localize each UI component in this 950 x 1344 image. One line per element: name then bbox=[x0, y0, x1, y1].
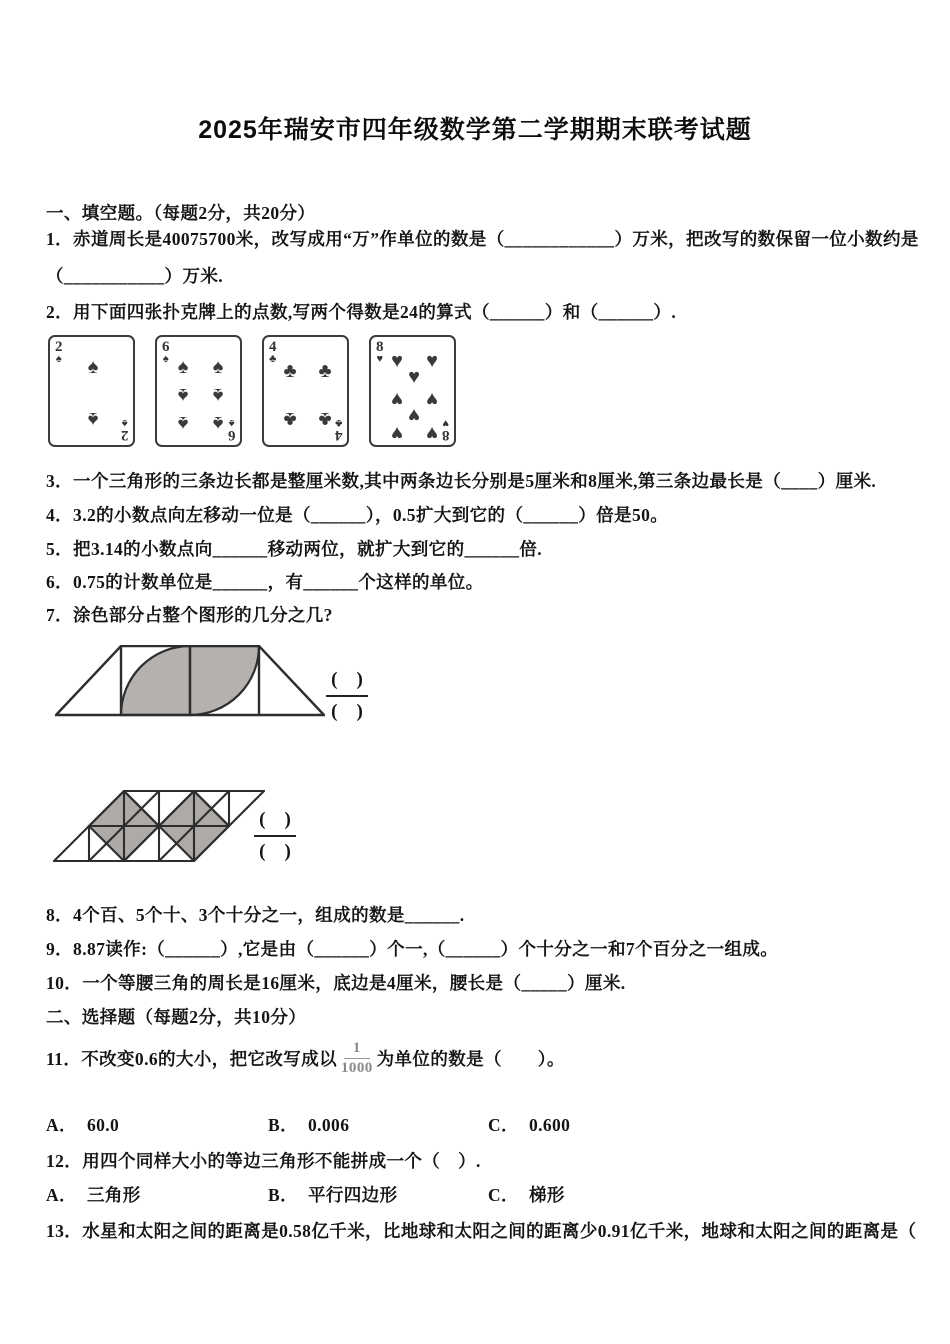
fraction-bar bbox=[326, 695, 368, 697]
card-index: 4 ♣ bbox=[269, 339, 277, 365]
heart-pip-icon: ♥ bbox=[391, 350, 403, 372]
shaded-quarter-circle-left bbox=[121, 646, 190, 715]
option-value: 0.600 bbox=[528, 1115, 571, 1135]
heart-pip-icon: ♥ bbox=[426, 388, 438, 410]
shaded-quarter-circle-right bbox=[190, 646, 259, 715]
question-12-option-b bbox=[268, 1182, 397, 1207]
fraction-numerator-blank: ( ) bbox=[259, 809, 291, 830]
question-12-option-c bbox=[488, 1182, 565, 1207]
fraction-bar bbox=[254, 835, 296, 837]
fraction-numerator: 1 bbox=[344, 1040, 370, 1059]
question-10: 10．一个等腰三角的周长是16厘米，底边是4厘米，腰长是（_____）厘米. bbox=[46, 973, 626, 993]
heart-pip-icon: ♥ bbox=[408, 366, 420, 388]
question-11-option-b bbox=[268, 1112, 349, 1137]
spade-pip-icon: ♠ bbox=[177, 412, 189, 434]
question-11 bbox=[46, 1040, 565, 1076]
question-11-text-after: 为单位的数是（ ）。 bbox=[376, 1048, 565, 1069]
trapezoid-figure bbox=[55, 645, 325, 717]
heart-pip-icon: ♥ bbox=[391, 388, 403, 410]
fraction-denominator: 1000 bbox=[341, 1059, 373, 1076]
club-pip-icon: ♣ bbox=[283, 408, 297, 430]
fraction-one-thousandth bbox=[341, 1040, 373, 1076]
question-3: 3．一个三角形的三条边长都是整厘米数,其中两条边长分别是5厘米和8厘米,第三条边最长是（____）厘米. bbox=[46, 471, 877, 491]
fraction-denominator-blank: ( ) bbox=[259, 840, 291, 862]
question-7: 7．涂色部分占整个图形的几分之几? bbox=[46, 605, 333, 625]
spade-pip-icon: ♠ bbox=[87, 356, 99, 378]
club-pip-icon: ♣ bbox=[318, 408, 332, 430]
page-title: 2025年瑞安市四年级数学第二学期期末联考试题 bbox=[198, 116, 752, 144]
playing-card-4-club bbox=[262, 335, 349, 447]
heart-pip-icon: ♥ bbox=[426, 422, 438, 444]
question-1-line-2: （___________）万米. bbox=[46, 266, 224, 286]
option-value: 梯形 bbox=[528, 1185, 565, 1205]
heart-pip-icon: ♥ bbox=[391, 422, 403, 444]
spade-pip-icon: ♠ bbox=[212, 412, 224, 434]
card-index: 4 ♣ bbox=[334, 417, 342, 443]
option-label: C． bbox=[488, 1185, 519, 1205]
playing-card-2-spade bbox=[48, 335, 135, 447]
question-11-option-a bbox=[46, 1112, 119, 1137]
card-index: 6 ♠ bbox=[162, 339, 170, 365]
spade-pip-icon: ♠ bbox=[177, 356, 189, 378]
heart-pip-icon: ♥ bbox=[426, 350, 438, 372]
option-label: B． bbox=[268, 1115, 298, 1135]
question-5: 5．把3.14的小数点向______移动两位，就扩大到它的______倍. bbox=[46, 539, 543, 559]
spade-pip-icon: ♠ bbox=[212, 356, 224, 378]
option-value: 平行四边形 bbox=[307, 1185, 398, 1205]
option-label: A． bbox=[46, 1185, 77, 1205]
spade-pip-icon: ♠ bbox=[177, 384, 189, 406]
heart-pip-icon: ♥ bbox=[408, 404, 420, 426]
club-pip-icon: ♣ bbox=[318, 360, 332, 382]
question-11-option-c bbox=[488, 1112, 570, 1137]
question-12: 12．用四个同样大小的等边三角形不能拼成一个（ ）. bbox=[46, 1151, 481, 1171]
question-9: 9．8.87读作:（______）,它是由（______）个一,（______）个十分之一和7个百分之一组成。 bbox=[46, 939, 779, 959]
card-index: 8 ♥ bbox=[376, 339, 384, 365]
section-1-heading: 一、填空题。（每题2分，共20分） bbox=[46, 203, 316, 223]
question-2: 2．用下面四张扑克牌上的点数,写两个得数是24的算式（______）和（______）. bbox=[46, 302, 677, 322]
question-1-line-1: 1．赤道周长是40075700米，改写成用“万”作单位的数是（____________）万米，把改写的数保留一位小数约是 bbox=[46, 229, 919, 249]
option-label: B． bbox=[268, 1185, 298, 1205]
question-11-text-before: 11．不改变0.6的大小，把它改写成以 bbox=[46, 1048, 338, 1069]
question-8: 8．4个百、5个十、3个十分之一，组成的数是______. bbox=[46, 905, 465, 925]
option-label: A． bbox=[46, 1115, 77, 1135]
question-6: 6．0.75的计数单位是______，有______个这样的单位。 bbox=[46, 572, 484, 592]
fraction-numerator-blank: ( ) bbox=[331, 669, 363, 690]
card-index: 6 ♠ bbox=[227, 417, 235, 443]
option-value: 三角形 bbox=[86, 1185, 141, 1205]
playing-card-6-spade bbox=[155, 335, 242, 447]
question-13: 13．水星和太阳之间的距离是0.58亿千米，比地球和太阳之间的距离少0.91亿千米，地球和太阳之间的距离是（ bbox=[46, 1221, 917, 1241]
section-2-heading: 二、选择题（每题2分，共10分） bbox=[46, 1007, 307, 1027]
card-index: 2 ♠ bbox=[120, 417, 128, 443]
fraction-denominator-blank: ( ) bbox=[331, 700, 363, 722]
playing-card-8-heart bbox=[369, 335, 456, 447]
card-index: 8 ♥ bbox=[441, 417, 449, 443]
option-value: 0.006 bbox=[307, 1115, 350, 1135]
question-4: 4．3.2的小数点向左移动一位是（______），0.5扩大到它的（______）倍是50。 bbox=[46, 505, 669, 525]
parallelogram-figure bbox=[53, 790, 265, 862]
answer-fraction-1 bbox=[326, 668, 368, 724]
spade-pip-icon: ♠ bbox=[87, 408, 99, 430]
spade-pip-icon: ♠ bbox=[212, 384, 224, 406]
card-index: 2 ♠ bbox=[55, 339, 63, 365]
question-12-option-a bbox=[46, 1182, 141, 1207]
answer-fraction-2 bbox=[254, 808, 296, 864]
club-pip-icon: ♣ bbox=[283, 360, 297, 382]
option-label: C． bbox=[488, 1115, 519, 1135]
option-value: 60.0 bbox=[86, 1115, 120, 1135]
